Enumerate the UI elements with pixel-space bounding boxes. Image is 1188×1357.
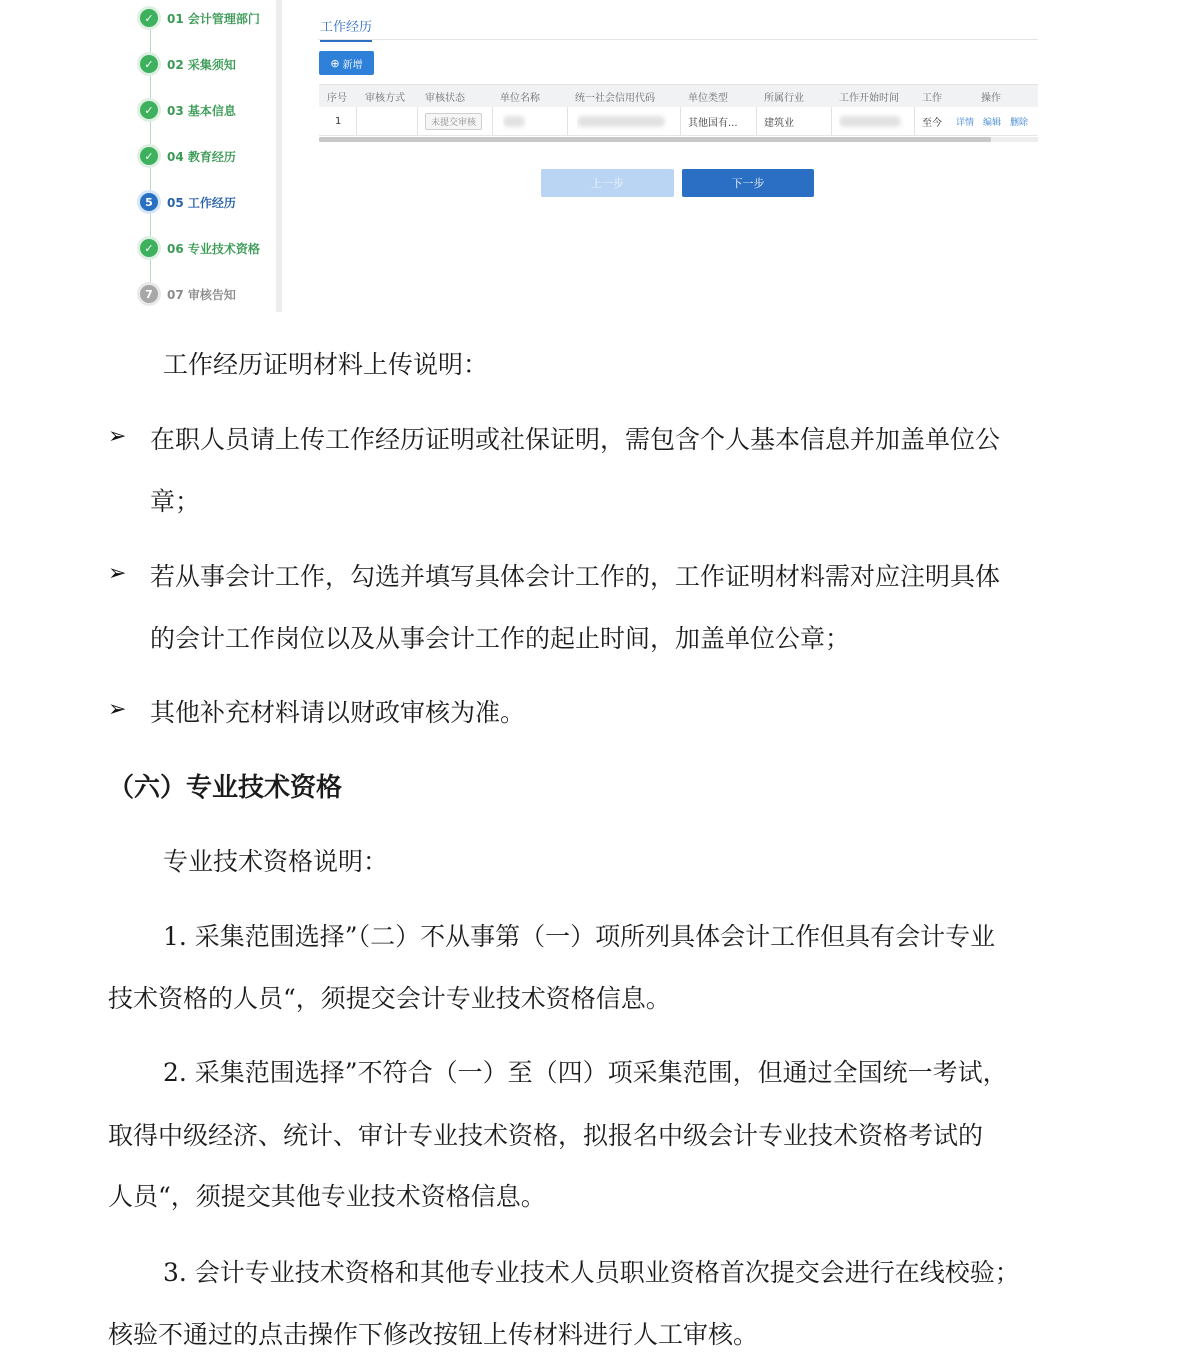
step-number-badge: 5 bbox=[140, 193, 158, 211]
prev-step-button[interactable]: 上一步 bbox=[541, 169, 674, 197]
plus-circle-icon: ⊕ bbox=[330, 56, 340, 70]
delete-link[interactable]: 删除 bbox=[1010, 117, 1029, 128]
arrow-bullet-icon: ➢ bbox=[108, 424, 127, 449]
step-number-badge: 7 bbox=[140, 285, 158, 303]
row-index: 1 bbox=[335, 115, 342, 127]
add-button-label: 新增 bbox=[342, 59, 363, 71]
check-icon: ✓ bbox=[140, 101, 158, 119]
col-header: 工作 bbox=[922, 92, 942, 104]
step-label: 01 会计管理部门 bbox=[167, 11, 260, 26]
col-header: 操作 bbox=[981, 92, 1001, 104]
unit-type-cell: 其他国有... bbox=[688, 117, 738, 129]
col-header: 审核方式 bbox=[365, 92, 405, 104]
step-label: 05 工作经历 bbox=[167, 195, 236, 210]
edit-link[interactable]: 编辑 bbox=[983, 117, 1002, 128]
item-3-line-1: 3. 会计专业技术资格和其他专业技术人员职业资格首次提交会进行在线校验； bbox=[163, 1258, 1020, 1287]
item-2-line-1: 2. 采集范围选择”不符合（一）至（四）项采集范围，但通过全国统一考试， bbox=[163, 1058, 1008, 1087]
step-label: 04 教育经历 bbox=[167, 149, 236, 164]
col-header: 单位类型 bbox=[688, 92, 728, 104]
col-header: 序号 bbox=[327, 92, 347, 104]
bullet-2-line-1: 若从事会计工作，勾选并填写具体会计工作的，工作证明材料需对应注明具体 bbox=[150, 562, 1001, 591]
check-icon: ✓ bbox=[140, 147, 158, 165]
bullet-3-line-1: 其他补充材料请以财政审核为准。 bbox=[150, 698, 526, 727]
qualification-heading: 专业技术资格说明： bbox=[163, 847, 389, 876]
industry-cell: 建筑业 bbox=[764, 117, 794, 129]
item-3-line-2: 核验不通过的点击操作下修改按钮上传材料进行人工审核。 bbox=[108, 1320, 759, 1349]
arrow-bullet-icon: ➢ bbox=[108, 697, 127, 722]
step-label: 03 基本信息 bbox=[167, 103, 236, 118]
col-header: 所属行业 bbox=[764, 92, 804, 104]
bullet-2-line-2: 的会计工作岗位以及从事会计工作的起止时间，加盖单位公章； bbox=[150, 624, 851, 653]
status-badge: 未提交审核 bbox=[425, 113, 482, 130]
col-header: 审核状态 bbox=[425, 92, 465, 104]
col-header: 工作开始时间 bbox=[839, 92, 899, 104]
end-time-cell: 至今 bbox=[922, 117, 942, 129]
item-2-line-2: 取得中级经济、统计、审计专业技术资格，拟报名中级会计专业技术资格考试的 bbox=[108, 1121, 984, 1150]
work-heading: 工作经历证明材料上传说明： bbox=[163, 350, 489, 379]
check-icon: ✓ bbox=[140, 9, 158, 27]
step-label: 07 审核告知 bbox=[167, 287, 236, 302]
tab-work-experience[interactable]: 工作经历 bbox=[320, 16, 372, 42]
step-label: 02 采集须知 bbox=[167, 57, 236, 72]
item-1-line-2: 技术资格的人员“，须提交会计专业技术资格信息。 bbox=[108, 984, 671, 1013]
check-icon: ✓ bbox=[140, 239, 158, 257]
bullet-1-line-2: 章； bbox=[150, 487, 201, 516]
item-1-line-1: 1. 采集范围选择”（二）不从事第（一）项所列具体会计工作但具有会计专业 bbox=[163, 922, 996, 951]
col-header: 单位名称 bbox=[500, 92, 540, 104]
step-label: 06 专业技术资格 bbox=[167, 241, 260, 256]
detail-link[interactable]: 详情 bbox=[956, 117, 975, 128]
section-title: （六）专业技术资格 bbox=[108, 773, 343, 803]
next-step-button[interactable]: 下一步 bbox=[682, 169, 814, 197]
arrow-bullet-icon: ➢ bbox=[108, 561, 127, 586]
bullet-1-line-1: 在职人员请上传工作经历证明或社保证明，需包含个人基本信息并加盖单位公 bbox=[150, 425, 1001, 454]
check-icon: ✓ bbox=[140, 55, 158, 73]
col-header: 统一社会信用代码 bbox=[575, 92, 655, 104]
item-2-line-3: 人员“，须提交其他专业技术资格信息。 bbox=[108, 1182, 546, 1211]
